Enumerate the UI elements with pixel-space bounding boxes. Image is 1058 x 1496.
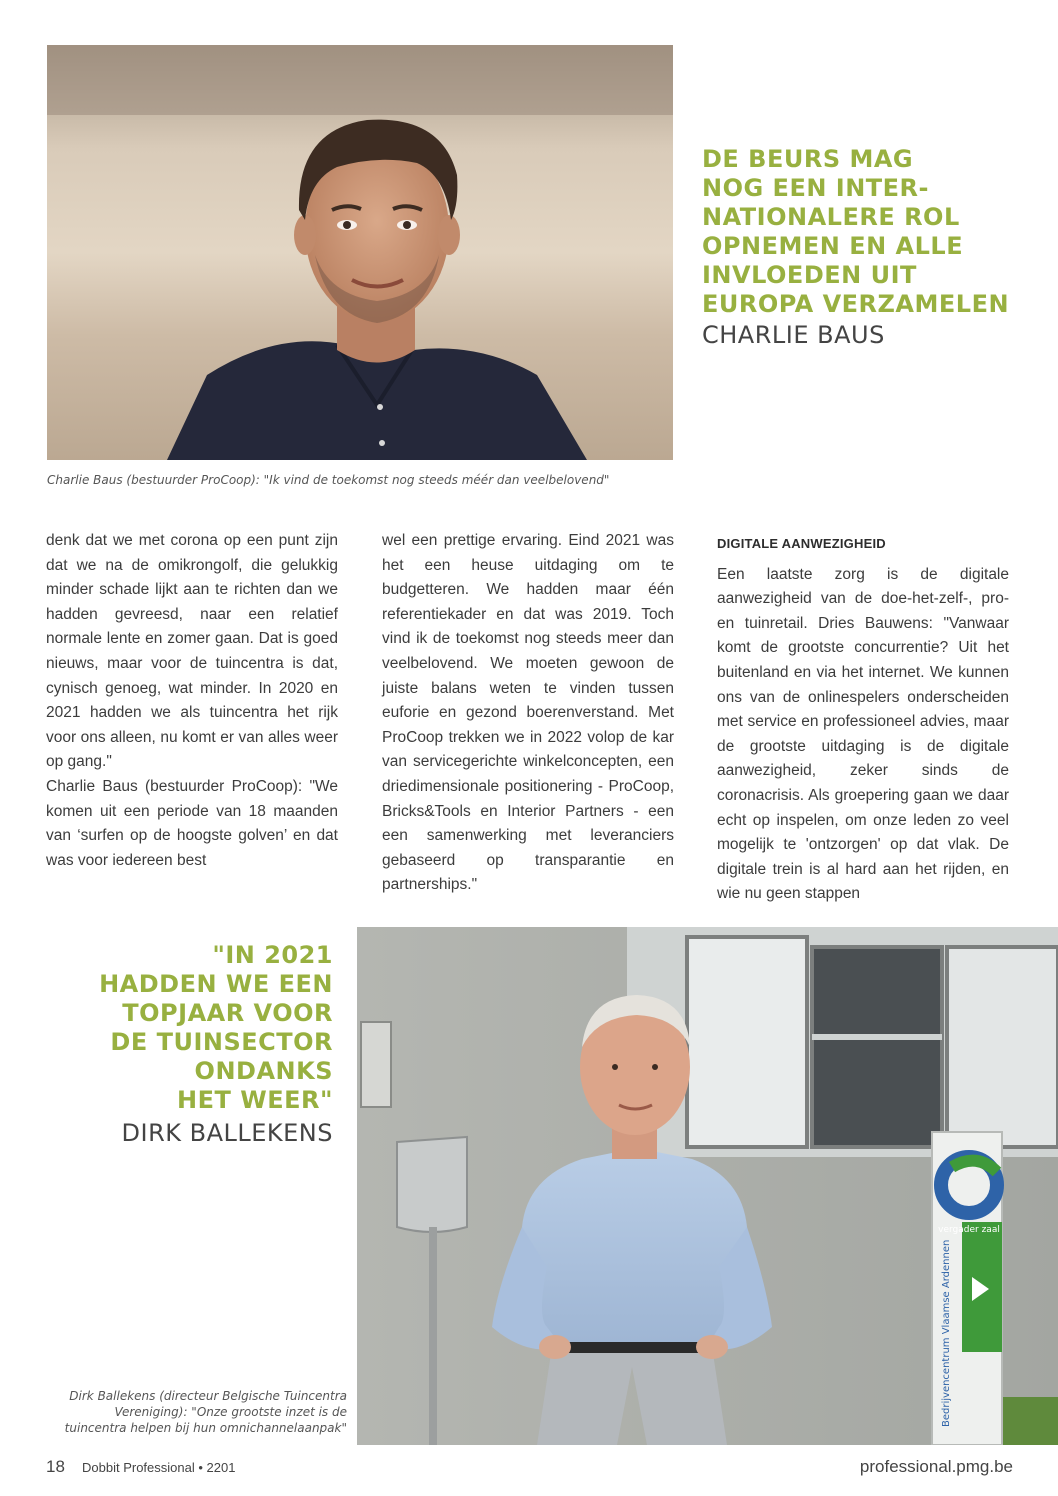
pull-quote-author: DIRK BALLEKENS [121,1119,333,1147]
sign-label: vergader zaal [938,1225,1000,1235]
portrait-illustration [47,45,673,460]
page-number: 18 [46,1457,65,1476]
pull-quote-dirk-ballekens: "IN 2021 HADDEN WE EEN TOPJAAR VOOR DE TUINSECTOR ONDANKS HET WEER" [99,941,333,1114]
paragraph: wel een prettige ervaring. Eind 2021 was het een heuse uitdaging om te budgetteren. We hadden maar één referentiekader en dat was 2019. Toch vind ik de toekomst nog steeds meer dan veelbelovend. We moeten gewoon de juiste balans weten te vinden tussen euforie en gezond boerenverstand. Met ProCoop trekken we in 2022 volop de kar van servicegerichte winkelconcepten, een driedimensionale positionering - ProCoop, Bricks&Tools en Interior Partners - een een samenwerking met leveranciers gebaseerd op transparantie en partnerships." [382,532,674,894]
article-column-3 [717,532,1009,907]
sign-vertical-label: Bedrijvencentrum Vlaamse Ardennen [941,1239,952,1427]
photo-dirk-ballekens [357,927,1058,1445]
website-link[interactable]: professional.pmg.be [859,1457,1013,1476]
paragraph: denk dat we met corona op een punt zijn dat we na de omikrongolf, die gelukkig minder schade lijkt aan te richten dan we hadden gevreesd, naar een relatief normale lente en zomer gaan. Dat is goed nieuws, maar voor de tuincentra is dat, cynisch genoeg, wat minder. In 2020 en 2021 hadden we als tuincentra het rijk voor ons alleen, nu komt er van alles weer op gang." [46,532,338,771]
pull-quote-charlie-baus: DE BEURS MAG NOG EEN INTER- NATIONALERE ROL OPNEMEN EN ALLE INVLOEDEN UIT EUROPA VERZAMELEN [702,145,1010,318]
section-heading: DIGITALE AANWEZIGHEID [717,536,886,551]
publication-name: Dobbit Professional • 2201 [82,1460,236,1475]
photo-caption-dirk-ballekens: Dirk Ballekens (directeur Belgische Tuincentra Vereniging): "Onze grootste inzet is de tuincentra helpen bij hun omnichannelaanpak" [64,1389,347,1435]
article-column-1 [46,529,338,873]
article-column-2 [382,529,674,898]
portrait-illustration [357,927,1058,1445]
pull-quote-author: CHARLIE BAUS [702,321,885,349]
paragraph: Charlie Baus (bestuurder ProCoop): "We komen uit een periode van 18 maanden van ‘surfen op de hoogste golven’ en dat was voor iedereen best [46,777,338,869]
photo-caption-charlie-baus: Charlie Baus (bestuurder ProCoop): "Ik vind de toekomst nog steeds méér dan veelbelovend" [47,473,610,487]
paragraph: Een laatste zorg is de digitale aanwezigheid van de doe-het-zelf-, pro- en tuinretail. Dries Bauwens: "Vanwaar komt de grootste concurrentie? Uit het buitenland en via het internet. We kunnen ons van de onlinespelers onderscheiden met service en professioneel advies, maar de grootste uitdaging is de digitale aanwezigheid, zeker sinds de coronacrisis. Als groepering gaan we daar echt op inspelen, om onze leden zo veel mogelijk te 'ontzorgen' op dat vlak. De digitale trein is al hard aan het rijden, en wie nu geen stappen [717,565,1009,903]
photo-charlie-baus [47,45,673,460]
